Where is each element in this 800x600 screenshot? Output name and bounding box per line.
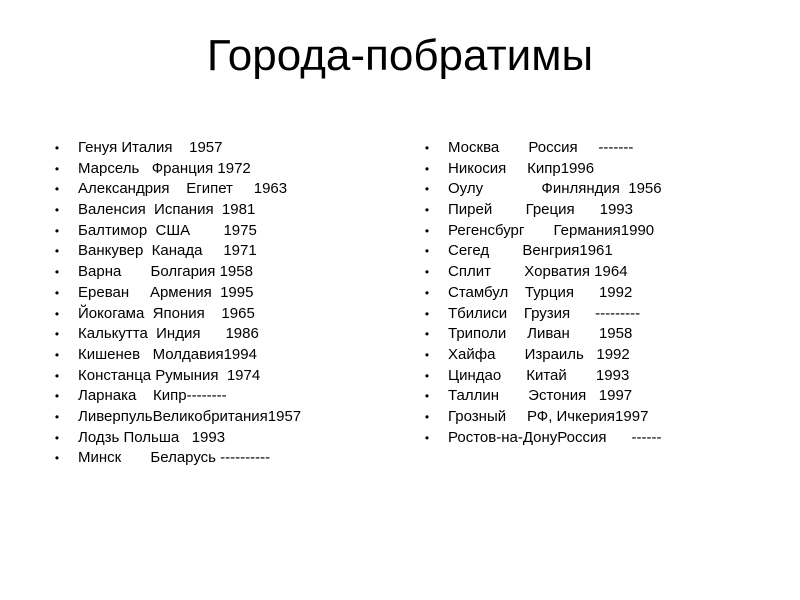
- list-item-text: Грозный РФ, Ичкерия1997: [448, 407, 649, 425]
- list-item: [46, 241, 301, 262]
- bullet-icon: •: [424, 430, 430, 445]
- list-item: [46, 179, 301, 200]
- list-item: [416, 283, 662, 304]
- list-item: [416, 407, 662, 428]
- bullet-icon: •: [54, 203, 60, 218]
- list-item-text: Никосия Кипр1996: [448, 159, 595, 177]
- list-item-text: Триполи Ливан 1958: [448, 325, 633, 343]
- bullet-icon: •: [424, 161, 430, 176]
- bullet-icon: •: [424, 203, 430, 218]
- list-item-text: Калькутта Индия 1986: [78, 325, 259, 343]
- bullet-icon: •: [54, 306, 60, 321]
- list-item-text: Генуя Италия 1957: [78, 139, 223, 156]
- list-item-text: Кишенев Молдавия1994: [78, 345, 257, 363]
- bullet-icon: •: [424, 265, 430, 280]
- bullet-icon: •: [54, 451, 60, 466]
- bullet-icon: •: [54, 430, 60, 445]
- list-item-text: Ростов-на-ДонуРоссия ------: [448, 428, 662, 446]
- bullet-icon: •: [424, 306, 430, 321]
- list-item-text: Констанца Румыния 1974: [78, 366, 261, 384]
- list-item: [416, 428, 662, 449]
- list-item-text: Стамбул Турция 1992: [448, 283, 633, 301]
- list-item: [416, 345, 662, 366]
- list-item: [416, 241, 662, 262]
- list-item: [46, 200, 301, 221]
- list-item-text: Балтимор США 1975: [78, 221, 257, 239]
- bullet-icon: •: [54, 244, 60, 259]
- list-item-text: ЛиверпульВеликобритания1957: [78, 407, 302, 425]
- list-item: [416, 304, 662, 325]
- list-item: [46, 428, 301, 449]
- list-item-text: Таллин Эстония 1997: [448, 387, 633, 405]
- right-city-list: [416, 138, 662, 448]
- list-item: [416, 138, 662, 159]
- list-item-text: Хайфа Израиль 1992: [448, 345, 630, 363]
- list-item: [416, 386, 662, 407]
- bullet-icon: •: [424, 347, 430, 362]
- bullet-icon: •: [54, 285, 60, 300]
- list-item: [46, 304, 301, 325]
- bullet-icon: •: [54, 161, 60, 176]
- bullet-icon: •: [424, 223, 430, 238]
- bullet-icon: •: [424, 244, 430, 259]
- list-item: [46, 262, 301, 283]
- list-item: [46, 448, 301, 469]
- list-item-text: Ванкувер Канада 1971: [78, 242, 257, 260]
- bullet-icon: •: [424, 182, 430, 197]
- list-item: [416, 159, 662, 180]
- bullet-icon: •: [54, 368, 60, 383]
- bullet-icon: •: [424, 409, 430, 424]
- list-item: [416, 262, 662, 283]
- left-city-list: [46, 138, 301, 469]
- list-item-text: Марсель Франция 1972: [78, 159, 251, 177]
- list-item-text: Тбилиси Грузия ---------: [448, 304, 641, 322]
- list-item-text: Оулу Финляндия 1956: [448, 180, 662, 198]
- bullet-icon: •: [54, 223, 60, 238]
- bullet-icon: •: [54, 141, 60, 155]
- bullet-icon: •: [54, 182, 60, 197]
- list-item: [46, 221, 301, 242]
- list-item-text: Александрия Египет 1963: [78, 180, 288, 198]
- list-item: [46, 386, 301, 407]
- bullet-icon: •: [54, 389, 60, 404]
- list-item: [416, 324, 662, 345]
- list-item-text: Ереван Армения 1995: [78, 283, 254, 301]
- list-item-text: Циндао Китай 1993: [448, 366, 630, 384]
- list-item: [46, 138, 301, 159]
- list-item-text: Сегед Венгрия1961: [448, 242, 613, 260]
- list-item: [46, 345, 301, 366]
- list-item: [416, 221, 662, 242]
- list-item-text: Регенсбург Германия1990: [448, 221, 655, 239]
- bullet-icon: •: [424, 327, 430, 342]
- list-item-text: Минск Беларусь ----------: [78, 449, 271, 467]
- slide-title: Города-побратимы: [206, 31, 594, 80]
- bullet-icon: •: [424, 368, 430, 383]
- list-item-text: Лодзь Польша 1993: [78, 428, 226, 446]
- bullet-icon: •: [54, 347, 60, 362]
- bullet-icon: •: [54, 409, 60, 424]
- bullet-icon: •: [424, 141, 430, 155]
- list-item-text: Ларнака Кипр--------: [78, 387, 227, 405]
- list-item-text: Сплит Хорватия 1964: [448, 263, 628, 281]
- bullet-icon: •: [424, 389, 430, 404]
- list-item-text: Москва Россия -------: [448, 139, 634, 156]
- list-item: [416, 366, 662, 387]
- bullet-icon: •: [54, 327, 60, 342]
- list-item: [46, 159, 301, 180]
- list-item-text: Йокогама Япония 1965: [78, 304, 255, 322]
- list-item-text: Варна Болгария 1958: [78, 263, 253, 281]
- list-item: [46, 407, 301, 428]
- bullet-icon: •: [54, 265, 60, 280]
- list-item: [416, 179, 662, 200]
- list-item: [46, 324, 301, 345]
- list-item: [416, 200, 662, 221]
- list-item-text: Валенсия Испания 1981: [78, 201, 256, 219]
- list-item-text: Пирей Греция 1993: [448, 201, 633, 219]
- list-item: [46, 283, 301, 304]
- bullet-icon: •: [424, 285, 430, 300]
- list-item: [46, 366, 301, 387]
